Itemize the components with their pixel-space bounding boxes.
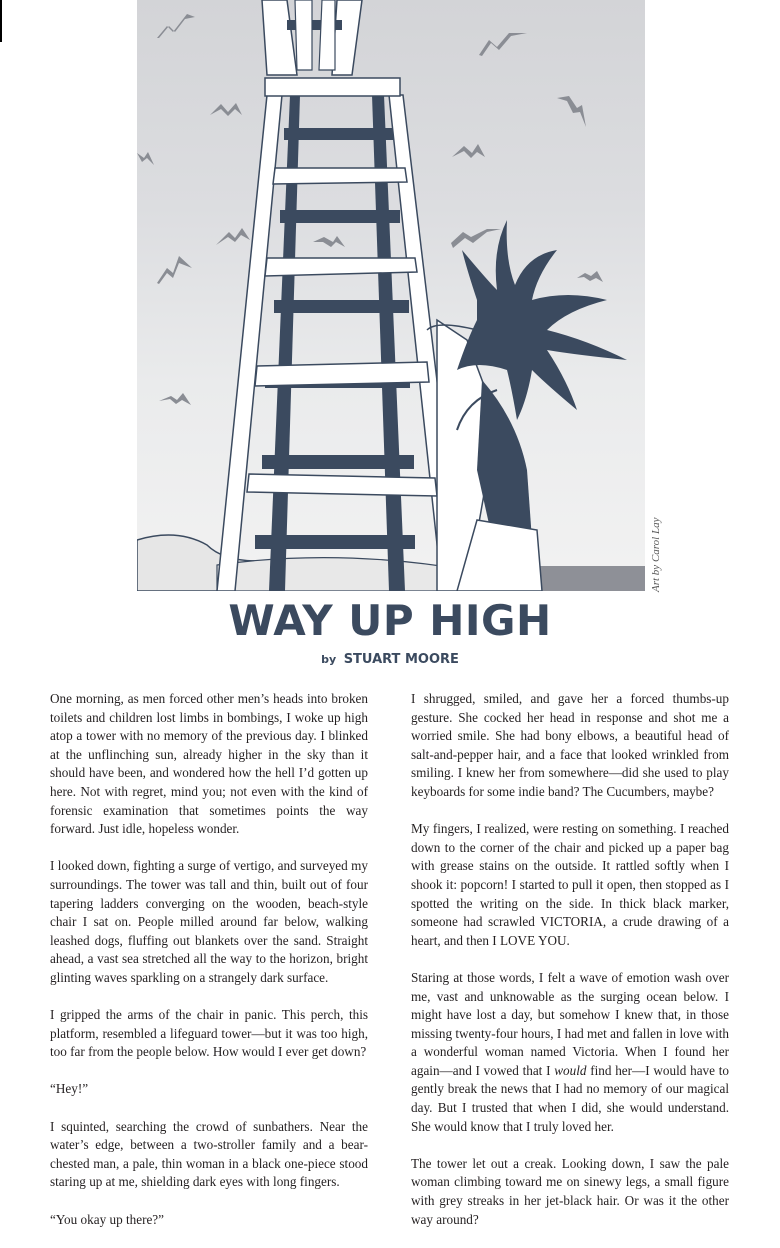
paragraph: “Hey!” bbox=[50, 1081, 89, 1097]
seagull-icon bbox=[157, 14, 195, 38]
paragraph: I gripped the arms of the chair in panic. This perch, this platform, resembled a lifeguard tower—but it was too high, too far from the people below. How would I ever get down? bbox=[50, 1007, 368, 1060]
seagull-icon bbox=[479, 33, 527, 56]
byline bbox=[0, 652, 780, 667]
text-run: Staring at those words, I felt a wave of emotion wash over me, vast and unknowable as the surging ocean below. I might have lost a day, but somehow I knew that, in those missing twenty-four hours, I had met and fallen in love with a wonderful woman named Victoria. When I found her again—and I vowed that I bbox=[411, 969, 729, 1078]
paragraph: I looked down, fighting a surge of vertigo, and surveyed my surroundings. The tower was tall and thin, built out of four tapering ladders converging on the wooden, beach-style chair I sat on. People milled around far below, walking leashed dogs, fluffing out blankets over the sand. Straight ahead, a vast sea stretched all the way to the horizon, bright glinting waves sparkling on a strangely dark surface. bbox=[50, 858, 368, 985]
seagull-icon bbox=[210, 103, 242, 116]
paragraph: “You okay up there?” bbox=[50, 1211, 165, 1227]
paragraph bbox=[411, 969, 729, 1136]
seagull-icon bbox=[313, 236, 345, 247]
paragraph: My fingers, I realized, were resting on something. I reached down to the corner of the chair and picked up a paper bag with grease stains on the outside. It rattled softly when I shook it: popcorn! I started to pull it open, then stopped as I spotted the writing on the side. In thick black marker, someone had scrawled VICTORIA, a crude drawing of a heart, and then I LOVE YOU. bbox=[411, 821, 729, 948]
seagull-icon bbox=[157, 256, 192, 284]
paragraph: One morning, as men forced other men’s heads into broken toilets and children lost limbs in bombings, I woke up high atop a tower with no memory of the previous day. I blinked at the unflinching sun, already higher in the sky than it should have been, and wondered how the hell I’d gotten up here. Not with regret, mind you; not even with the kind of forensic examination that sometimes points the way forward. Just idle, hopeless wonder. bbox=[50, 691, 368, 837]
ladder-platform bbox=[265, 78, 400, 96]
seagull-icon bbox=[137, 152, 154, 165]
seagull-icon bbox=[216, 228, 250, 245]
seagull-icon bbox=[577, 271, 603, 282]
emphasis-text: would bbox=[554, 1062, 587, 1078]
page-edge-mark bbox=[0, 0, 2, 42]
art-credit: Art by Carol Lay bbox=[650, 517, 662, 592]
seagull-icon bbox=[557, 96, 586, 127]
text-run: find her—I would have to gently break the news that I had no memory of our magical day. But I trusted that when I did, she would understand. She would know that I truly loved her. bbox=[411, 1062, 729, 1134]
ladder-front bbox=[217, 95, 462, 591]
text-column-left bbox=[50, 690, 368, 1248]
paragraph: The tower let out a creak. Looking down, I saw the pale woman climbing toward me on sinewy legs, a small figure with grey streaks in her jet-black hair. Or was it the other way around? bbox=[411, 1155, 729, 1227]
figure-legs bbox=[262, 0, 362, 75]
seagull-icon bbox=[451, 229, 501, 248]
seagull-icon bbox=[452, 144, 485, 158]
illustration-artwork bbox=[137, 0, 645, 591]
text-column-right bbox=[411, 690, 729, 1248]
byline-prefix: by bbox=[321, 653, 337, 666]
author-name: STUART MOORE bbox=[343, 652, 459, 667]
sand-foreground bbox=[217, 558, 467, 591]
article-title: WAY UP HIGH bbox=[228, 596, 552, 645]
paragraph: I squinted, searching the crowd of sunbathers. Near the water’s edge, between a two-stroller family and a bear-chested man, a pale, thin woman in a black one-piece stood staring up at me, shielding dark eyes with long fingers. bbox=[50, 1118, 368, 1190]
paragraph: I shrugged, smiled, and gave her a forced thumbs-up gesture. She cocked her head in response and shot me a worried smile. She had bony elbows, a beautiful head of salt-and-pepper hair, and a face that looked wrinkled from smiling. I knew her from somewhere—did she used to play keyboards for some indie band? The Cucumbers, maybe? bbox=[411, 691, 729, 799]
illustration bbox=[137, 0, 645, 591]
seagull-icon bbox=[159, 393, 191, 405]
